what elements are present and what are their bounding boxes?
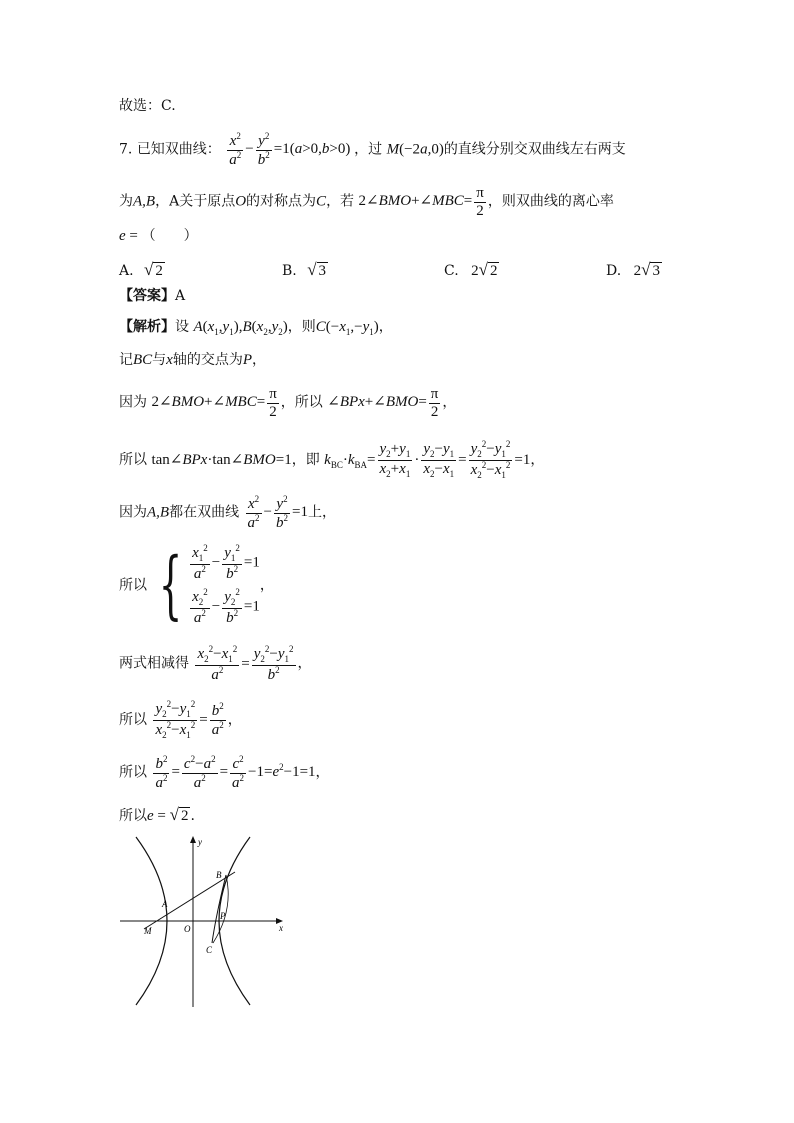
label-a: A	[162, 899, 168, 909]
answer-value: A	[175, 288, 186, 304]
label-p: P	[220, 911, 226, 921]
option-b[interactable]: B. √ 3	[282, 260, 327, 279]
solution-line-6: 所以 { $\frac{x_1^2}{a^2}$ − $\frac{y_1^2}{b^2}$ =1 $\frac{x_2^2}{a^2}$ − $\frac{y_2^2}{b^2}$ =1 ，	[119, 542, 274, 629]
previous-answer-text: 故选：C.	[119, 98, 176, 114]
option-c[interactable]: C. 2√ 2	[444, 260, 498, 279]
solution-line-5: 因为A,B都在双曲线 $\frac{x^2}{a^2}$ − $\frac{y^2}{b^2}$ =1上，	[119, 494, 336, 531]
label-m: M	[144, 926, 152, 936]
question-line-2: 为A,B，A关于原点O的对称点为C，若 2∠BMO+∠MBC= $\frac{\pi}{2}$ ，则双曲线的离心率	[119, 185, 614, 219]
solution-line-10: 所以e = √ 2 .	[119, 805, 195, 824]
question-number: 7.	[119, 141, 133, 158]
solution-line-3: 因为 2∠BMO+∠MBC= $\frac{\pi}{2}$ ，所以 ∠BPx+∠BMO= $\frac{\pi}{2}$ ，	[119, 386, 457, 420]
option-d[interactable]: D. 2√ 3	[606, 260, 660, 279]
option-a[interactable]: A. √ 2	[119, 260, 163, 279]
solution-line-1: 【解析】设 $A(x_1,y_1),B(x_2,y_2)$，则$C(-x_1,-y_1)$，	[119, 319, 393, 337]
angle-condition: 2∠BMO+∠MBC= $\frac{\pi}{2}$	[358, 185, 484, 219]
hyperbola-equation: $\frac{x^2}{a^2}$ − $\frac{y^2}{b^2}$ =1(a>0,b>0)	[229, 131, 351, 168]
point-m: M(−2a,0)	[386, 141, 444, 158]
question-line-3: e = （ ）	[119, 228, 198, 244]
y-axis-arrow	[190, 836, 196, 843]
label-y: y	[198, 837, 202, 847]
label-x: x	[279, 923, 283, 933]
label-c: C	[206, 945, 213, 955]
solution-line-7: 两式相减得 $\frac{x_2^2-x_1^2}{a^2}$ = $\frac{y_2^2-y_1^2}{b^2}$ ，	[119, 644, 312, 683]
solution-line-4: 所以 tan∠BPx·tan∠BMO=1，即 $k_{BC}\cdot k_{BA}=$ $\frac{y_2+y_1}{x_2+x_1}$ · $\frac{y_2-y_1}{x_2-x_1}$ = $\frac{y_2^2-y_1^2}{x_2^2-x_1^2}$ =1，	[119, 439, 545, 480]
answer-line: 【答案】A	[119, 288, 186, 304]
previous-answer-line	[119, 99, 176, 113]
hyperbola-figure	[118, 835, 288, 1010]
solution-line-2: 记BC与x轴的交点为P，	[119, 352, 267, 368]
question-line-1: 7. 已知双曲线： $\frac{x^2}{a^2}$ − $\frac{y^2}{b^2}$ =1(a>0,b>0) ，过 M(−2a,0)的直线分别交双曲线左右两支	[119, 131, 626, 168]
label-o: O	[184, 924, 191, 934]
arc-b-c	[213, 875, 228, 943]
solution-line-8: 所以 $\frac{y_2^2-y_1^2}{x_2^2-x_1^2}$ = $\frac{b^2}{a^2}$ ，	[119, 699, 242, 740]
solution-line-9: 所以 $\frac{b^2}{a^2}$ = $\frac{c^2-a^2}{a^2}$ = $\frac{c^2}{a^2}$ $-1=e^2-1=1$，	[119, 754, 330, 791]
label-b: B	[216, 870, 222, 880]
